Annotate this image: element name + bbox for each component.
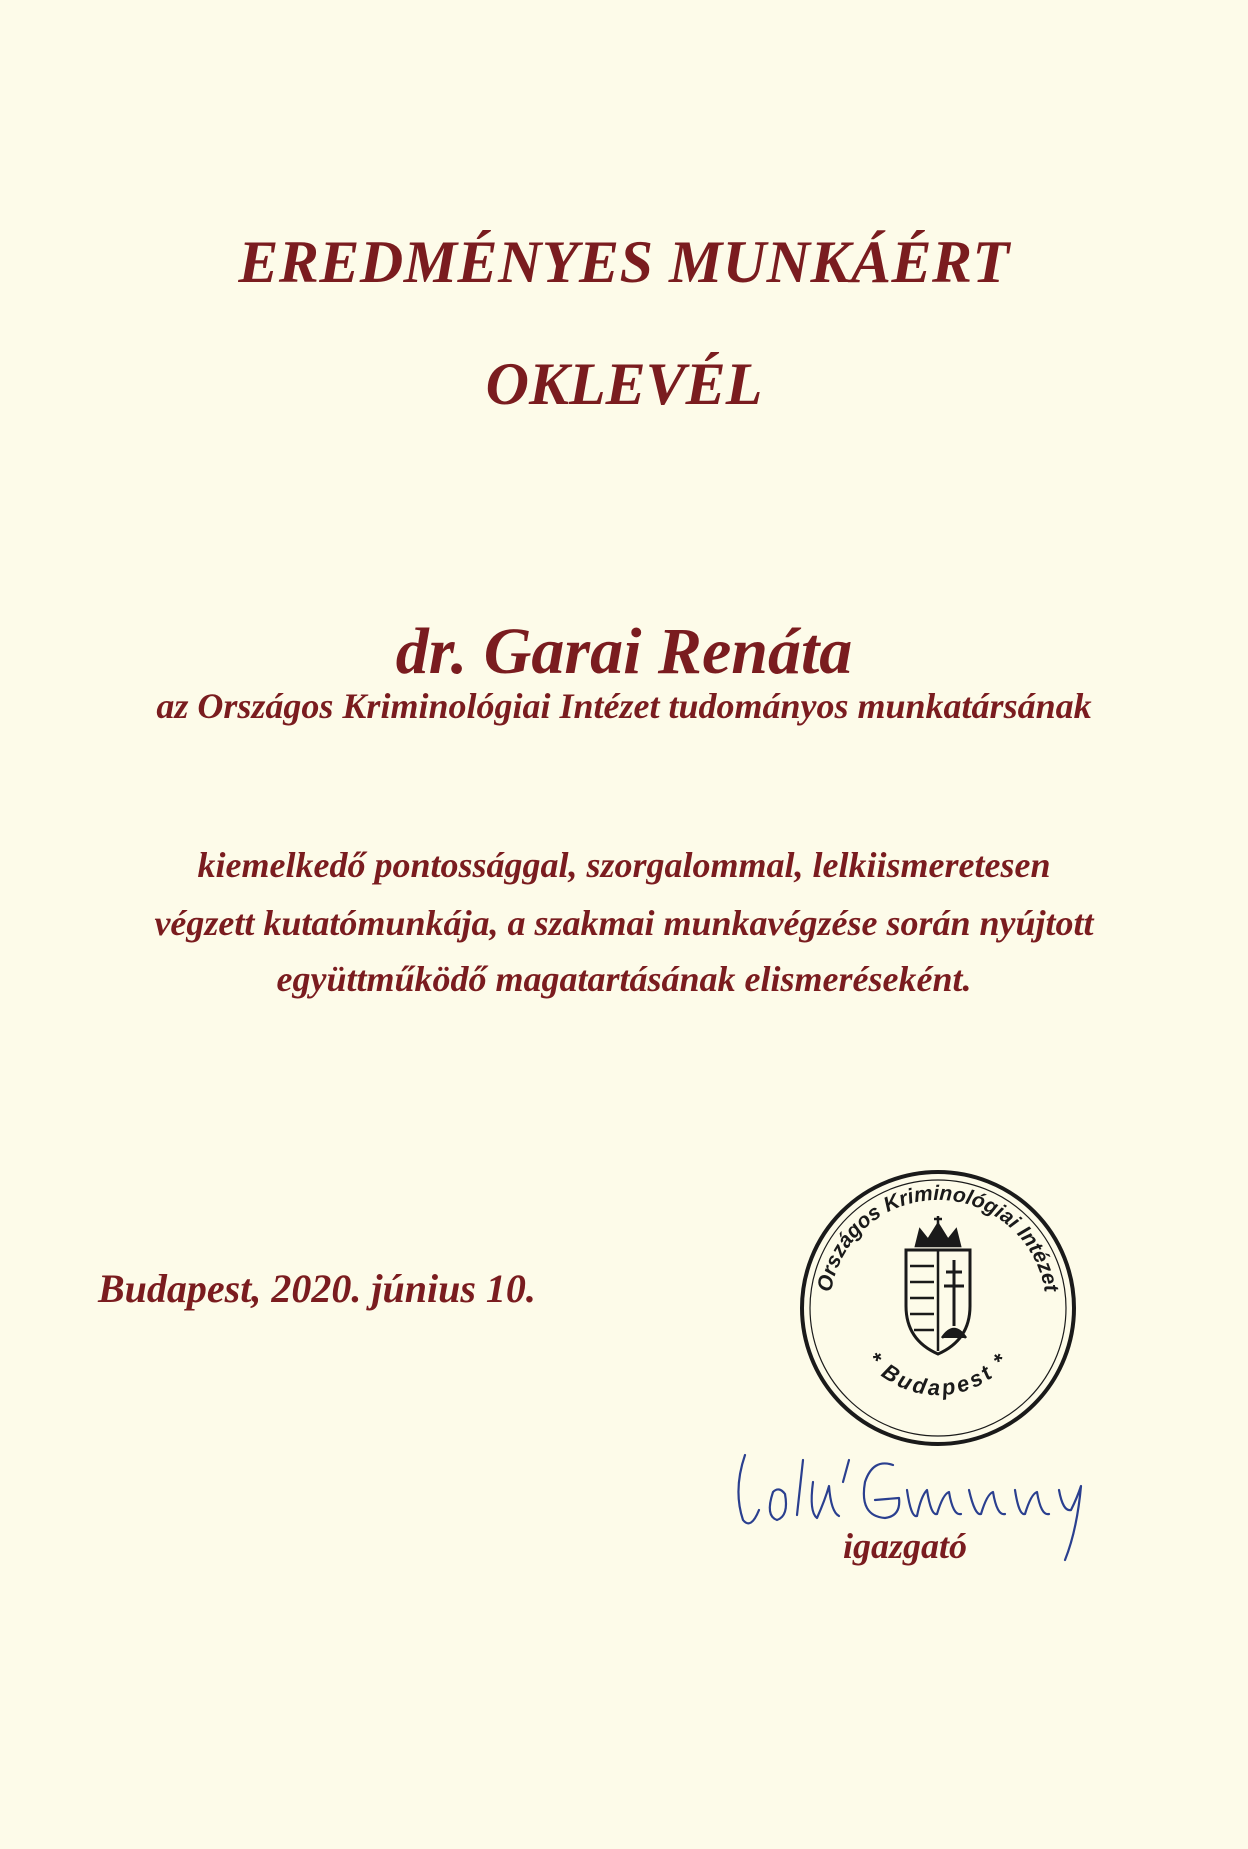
recipient-affiliation: az Országos Kriminológiai Intézet tudományos munkatársának [156, 686, 1092, 726]
stamp-text-top: Országos Kriminológiai Intézet [813, 1181, 1063, 1294]
recipient-name: dr. Garai Renáta [395, 615, 853, 688]
citation-line-1: kiemelkedő pontossággal, szorgalommal, lelkiismeretesen [197, 845, 1051, 885]
stamp-text-bottom: * Budapest * [861, 1346, 1015, 1401]
certificate-subtitle: OKLEVÉL [485, 351, 763, 417]
citation-line-2: végzett kutatómunkája, a szakmai munkavégzése során nyújtott [154, 903, 1094, 943]
certificate-title: EREDMÉNYES MUNKÁÉRT [238, 229, 1010, 295]
citation-line-3: együttműködő magatartásának elismeréseként. [276, 959, 972, 999]
signer-role: igazgató [843, 1526, 968, 1566]
place-and-date: Budapest, 2020. június 10. [98, 1266, 536, 1311]
official-stamp [788, 1158, 1088, 1458]
hungarian-coat-of-arms-icon [906, 1216, 970, 1354]
